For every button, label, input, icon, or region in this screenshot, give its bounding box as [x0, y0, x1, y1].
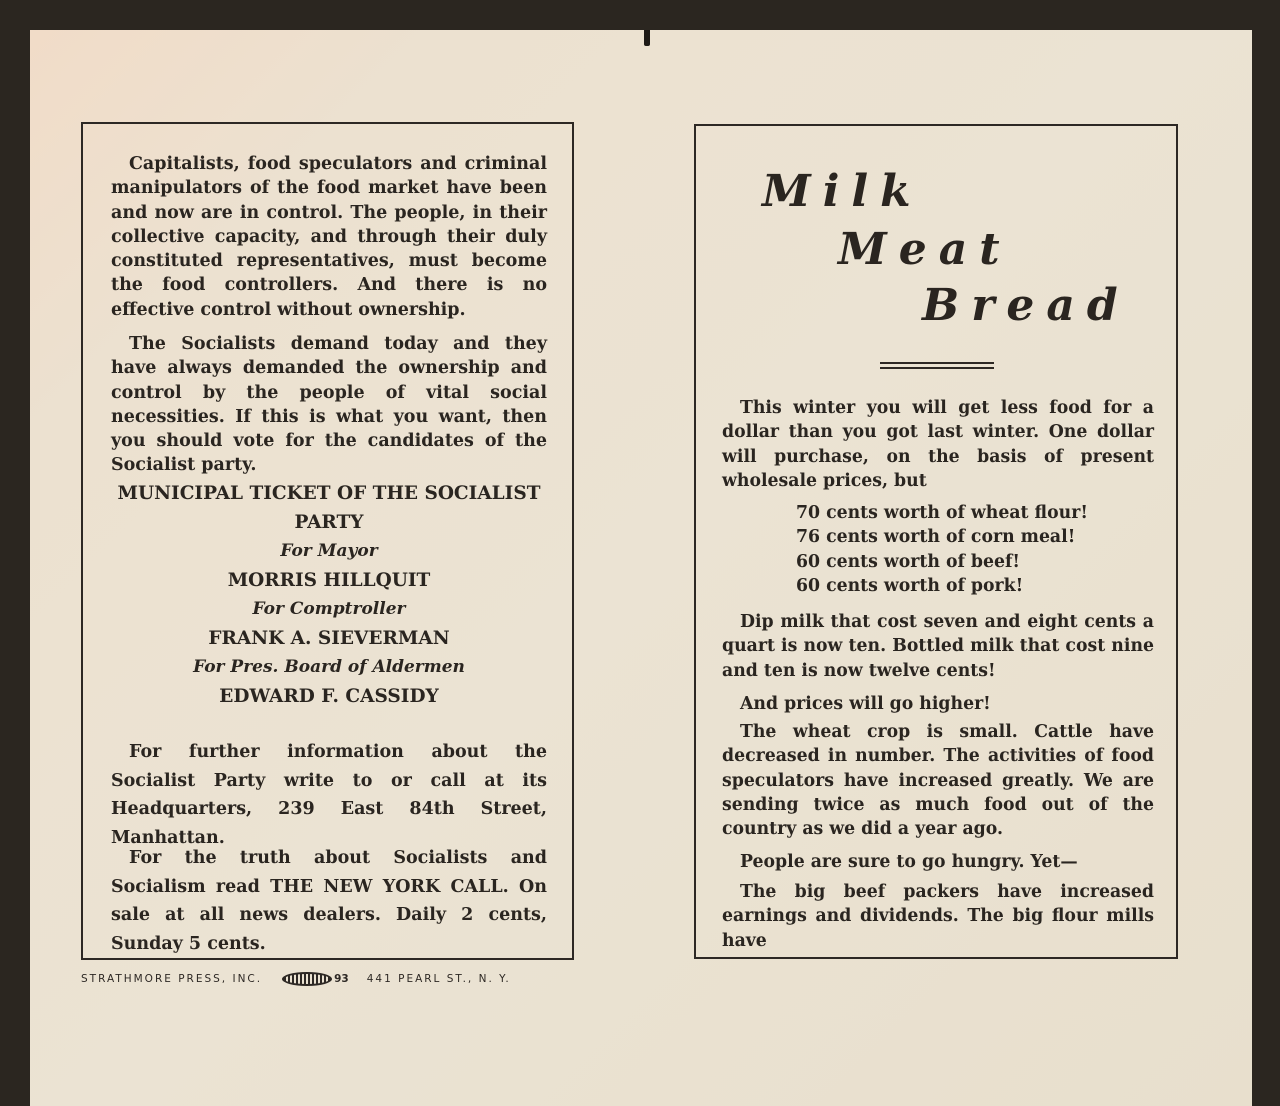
- title-meat: Meat: [838, 224, 1012, 275]
- milk-paragraph: Dip milk that cost seven and eight cents a quart is now ten. Bottled milk that cost nine and ten is now twelve cents!: [722, 612, 1154, 681]
- title-bread: Bread: [922, 280, 1130, 331]
- price-list: [796, 501, 1088, 598]
- union-number: 93: [334, 973, 349, 985]
- title-milk: Milk: [762, 166, 923, 217]
- price-item: 76 cents worth of corn meal!: [796, 527, 1076, 548]
- municipal-ticket: [97, 479, 561, 711]
- press-address: 441 PEARL ST., N. Y.: [366, 973, 511, 985]
- higher-paragraph: And prices will go higher!: [740, 694, 991, 714]
- aldermen-role: For Pres. Board of Aldermen: [193, 657, 465, 677]
- price-item: 60 cents worth of pork!: [796, 575, 1024, 596]
- packers-paragraph: The big beef packers have increased earnings and dividends. The big flour mills have: [722, 882, 1154, 951]
- press-name: STRATHMORE PRESS, INC.: [81, 973, 263, 985]
- price-item: 70 cents worth of wheat flour!: [796, 503, 1088, 523]
- info-paragraph: For further information about the Socialist Party write to or call at its Headquarters, 239 East 84th Street, Manhattan.: [111, 742, 547, 848]
- hungry-paragraph: People are sure to go hungry. Yet—: [740, 852, 1078, 872]
- printer-imprint: [81, 972, 581, 986]
- right-page-panel: [694, 124, 1178, 959]
- comptroller-role: For Comptroller: [252, 599, 406, 619]
- double-rule-divider: [880, 362, 994, 369]
- union-label-icon: [282, 972, 332, 986]
- demand-paragraph: The Socialists demand today and they have always demanded the ownership and control by the people of vital social necessities. If this is what you want, then you should vote for the candidates of the Socialist party.: [111, 334, 547, 476]
- intro-paragraph: Capitalists, food speculators and criminal manipulators of the food market have been and now are in control. The people, in their collective capacity, and through their duly constituted representatives, must become the food controllers. And there is no effective control without ownership.: [111, 154, 547, 320]
- paper-tear: [644, 30, 650, 46]
- comptroller-name: FRANK A. SIEVERMAN: [208, 628, 450, 649]
- mayor-name: MORRIS HILLQUIT: [227, 570, 431, 591]
- ticket-heading: MUNICIPAL TICKET OF THE SOCIALIST PARTY: [117, 483, 541, 533]
- crop-paragraph: The wheat crop is small. Cattle have decreased in number. The activities of food speculators have increased greatly. We are sending twice as much food out of the country as we did a year ago.: [722, 722, 1154, 840]
- aldermen-name: EDWARD F. CASSIDY: [219, 686, 439, 707]
- price-item: 60 cents worth of beef!: [796, 551, 1021, 572]
- mayor-role: For Mayor: [280, 541, 378, 561]
- winter-paragraph: This winter you will get less food for a dollar than you got last winter. One dollar will purchase, on the basis of present wholesale prices, but: [722, 398, 1154, 491]
- left-page-panel: [81, 122, 574, 960]
- call-paragraph: For the truth about Socialists and Socialism read THE NEW YORK CALL. On sale at all news dealers. Daily 2 cents, Sunday 5 cents.: [111, 848, 547, 954]
